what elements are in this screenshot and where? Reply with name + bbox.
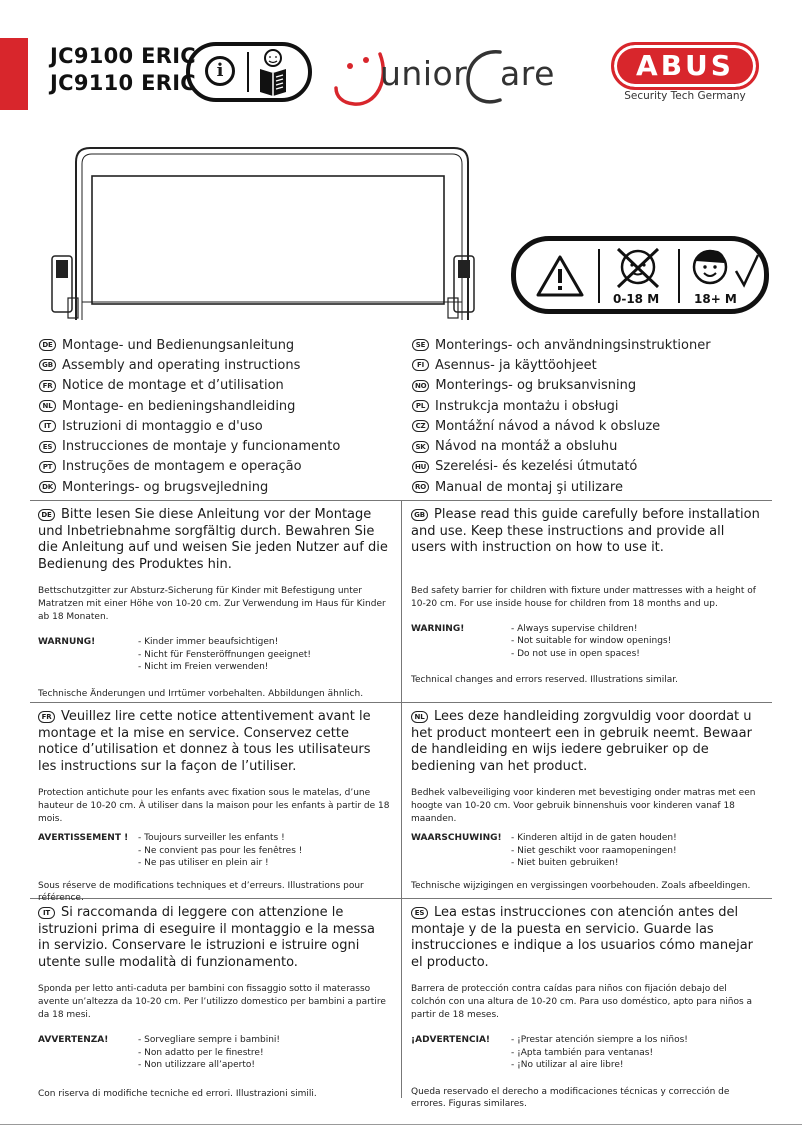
intro-text: Lea estas instrucciones con atención antes del montaje y de la puesta en servicio. Guarde las instrucciones e indique a los usuarios cómo manejar el producto. [411,905,754,970]
junior-wordmark: unior [380,54,468,93]
section-fr [38,709,390,905]
lang-badge: DE [39,339,56,351]
warning-item: - Ne convient pas pour les fenêtres ! [138,845,303,856]
list-item [412,436,711,456]
age-label-older: 18+ M [694,292,737,306]
section-intro [38,507,390,573]
warning-item: - Non utilizzare all’aperto! [138,1060,255,1070]
list-item [412,457,711,477]
warning-item: - ¡No utilizar al aire libre! [511,1060,624,1070]
disclaimer: Technische wijzigingen en vergissingen voorbehouden. Zoals afbeeldingen. [411,880,751,891]
model-numbers [50,43,196,97]
lang-badge: DK [39,481,56,493]
pill-divider [247,52,249,92]
abus-tagline: Security Tech Germany [624,90,746,102]
lang-label: Asennus- ja käyttöohjeet [435,357,597,373]
warning-label: ¡ADVERTENCIA! [411,1035,491,1045]
list-item [39,355,340,375]
warning-item: - ¡Apta también para ventanas! [511,1047,654,1058]
lang-label: Szerelési- és kezelési útmutató [435,459,638,475]
warning-block [411,832,763,870]
age-label-young: 0-18 M [613,292,660,306]
section-nl [411,709,763,892]
section-intro [38,709,390,775]
model-jc9100: JC9100 ERIC [50,44,197,68]
disclaimer: Sous réserve de modifications techniques et d’erreurs. Illustrations pour référence. [38,880,364,903]
warning-item: - Ne pas utiliser en plein air ! [138,858,269,868]
warning-block [38,832,390,870]
section-it [38,905,390,1100]
warning-item: - Niet buiten gebruiken! [511,858,619,868]
lang-badge: PL [412,400,429,412]
list-item [412,477,711,497]
lang-badge: NL [411,711,428,723]
lang-label: Instrucciones de montaje y funcionamento [62,439,341,455]
lang-label: Montážní návod a návod k obsluze [435,418,661,434]
page-bottom-rule [0,1124,802,1125]
product-description: Protection antichute pour les enfants avec fixation sous le matelas, d’une hauteur de 10-20 cm. À utiliser dans la maison pour les enfants à partir de 18 mois. [38,788,390,824]
red-edge-tab [0,38,28,110]
intro-text: Please read this guide carefully before installation and use. Keep these instructions and provide all users with instruction on how to use it. [411,507,760,555]
lang-badge: GB [411,509,428,521]
product-description: Bettschutzgitter zur Absturz-Sicherung für Kinder mit Befestigung unter Matratzen mit einer Höhe von 10-20 cm. Zur Verwendung im Haus für Kinder ab 18 Monaten. [38,586,386,622]
lang-badge: CZ [412,420,429,432]
intro-text: Lees deze handleiding zorgvuldig voor doordat u het product monteert een in gebruik neemt. Bewaar de handleiding en wijs iedere gebruiker op de bediening van het product. [411,709,752,774]
lang-badge: SE [412,339,429,351]
intro-text: Bitte lesen Sie diese Anleitung vor der Montage und Inbetriebnahme sorgfältig durch. Bewahren Sie die Anleitung auf und weisen Sie jeden Nutzer auf die Bedienung des Produktes hin. [38,507,388,572]
reading-person-icon [254,47,298,97]
intro-text: Veuillez lire cette notice attentivement avant le montage et la mise en service. Conservez cette notice d’utilisation et donnez à tous les utilisateurs les instructions sur la façon de l’utiliser. [38,709,371,774]
lang-badge: NO [412,380,429,392]
section-es [411,905,763,1111]
lang-badge: ES [411,907,428,919]
warning-block [38,1034,390,1072]
junior-care-logo [330,40,580,110]
warning-list [138,1034,280,1072]
column-divider [401,500,402,1098]
section-intro [411,507,763,557]
warning-item: - Nicht für Fensteröffnungen geeignet! [138,649,312,660]
list-item [412,335,711,355]
product-description: Bed safety barrier for children with fixture under mattresses with a height of 10-20 cm. For use inside house for children from 18 months and up. [411,585,756,609]
warning-list [138,832,302,870]
lang-label: Montage- und Bedienungsanleitung [62,337,295,353]
warning-item: - Always supervise children! [511,623,638,634]
list-item [39,477,340,497]
bed-barrier-illustration [46,142,486,322]
warning-list [511,623,671,661]
product-description: Bedhek valbeveiliging voor kinderen met bevestiging onder matras met een hoogte van 10-20 cm. Voor gebruik binnenshuis voor kinderen vanaf 18 maanden. [411,788,756,824]
warning-label: AVVERTENZA! [38,1035,109,1045]
lang-label: Monterings- og brugsvejledning [62,479,269,495]
lang-label: Istruzioni di montaggio e d'uso [62,418,263,434]
lang-label: Monterings- og bruksanvisning [435,378,637,394]
abus-logo: ABUS [611,42,759,90]
section-de [38,507,390,700]
list-item [412,376,711,396]
pictogram-divider [678,249,680,303]
baby-crossed-out-icon [608,243,668,291]
warning-triangle-icon [530,247,590,307]
language-list-right [412,335,711,497]
list-item [39,416,340,436]
lang-badge: GB [39,359,56,371]
info-icon: i [205,56,235,86]
warning-item: - Nicht im Freien verwenden! [138,662,269,672]
warning-item: - Do not use in open spaces! [511,648,640,659]
warning-label: WARNUNG! [38,637,96,647]
list-item [412,416,711,436]
section-gb [411,507,763,687]
intro-text: Si raccomanda di leggere con attenzione le istruzioni prima di eseguire il montaggio e la messa in servizio. Conservare le istruzioni e istruire ogni utente sulle modalità di funzionamento. [38,905,375,970]
lang-badge: FR [39,380,56,392]
warning-item: - Kinder immer beaufsichtigen! [138,637,279,647]
language-list-left [39,335,340,497]
warning-block [411,1034,763,1072]
lang-label: Manual de montaj şi utilizare [435,479,623,495]
warning-list [511,1034,688,1072]
lang-label: Assembly and operating instructions [62,357,301,373]
warning-block [411,623,763,661]
lang-badge: FI [412,359,429,371]
lang-badge: SK [412,441,429,453]
disclaimer: Technische Änderungen und Irrtümer vorbehalten. Abbildungen ähnlich. [38,688,364,699]
lang-label: Instrukcja montażu i obsługi [435,398,619,414]
disclaimer: Queda reservado el derecho a modificaciones técnicas y corrección de errores. Figuras similares. [411,1086,730,1109]
warning-item: - Sorvegliare sempre i bambini! [138,1035,281,1045]
warning-block [38,636,390,674]
toddler-approved-icon [684,243,764,293]
product-description: Sponda per letto anti-caduta per bambini con fissaggio sotto il materasso avente un’altezza da 10-20 cm. Per l’utilizzo domestico per bambini a partire da 18 mesi. [38,984,386,1020]
warning-label: AVERTISSEMENT ! [38,833,129,843]
care-wordmark: are [500,54,555,93]
lang-label: Návod na montáž a obsluhu [435,439,618,455]
warning-label: WAARSCHUWING! [411,833,502,843]
warning-item: - Non adatto per le finestre! [138,1047,264,1058]
warning-list [511,832,677,870]
warning-list [138,636,311,674]
lang-badge: IT [39,420,56,432]
list-item [39,436,340,456]
warning-label: WARNING! [411,623,465,634]
product-description: Barrera de protección contra caídas para niños con fijación debajo del colchón con una altura de 10-20 cm. Para uso doméstico, apto para niños a partir de 18 meses. [411,984,753,1020]
disclaimer: Con riserva di modifiche tecniche ed errori. Illustrazioni simili. [38,1088,317,1099]
model-jc9110: JC9110 ERIC [50,71,197,95]
lang-badge: HU [412,461,429,473]
warning-item: - ¡Prestar atención siempre a los niños! [511,1035,688,1045]
lang-label: Instruções de montagem e operação [62,459,302,475]
list-item [39,396,340,416]
disclaimer: Technical changes and errors reserved. Illustrations similar. [411,675,679,685]
section-intro [38,905,390,971]
lang-badge: FR [38,711,55,723]
pictogram-divider [598,249,600,303]
lang-label: Notice de montage et d’utilisation [62,378,284,394]
list-item [412,355,711,375]
lang-badge: ES [39,441,56,453]
lang-badge: PT [39,461,56,473]
warning-item: - Kinderen altijd in de gaten houden! [511,833,677,843]
list-item [39,335,340,355]
lang-label: Montage- en bedieningshandleiding [62,398,296,414]
section-intro [411,709,763,775]
lang-badge: NL [39,400,56,412]
lang-badge: DE [38,509,55,521]
age-restriction-pictogram [511,236,769,314]
lang-label: Monterings- och användningsinstruktioner [435,337,711,353]
warning-item: - Niet geschikt voor raamopeningen! [511,845,677,856]
list-item [39,457,340,477]
junior-care-c-swoosh-icon [460,40,504,110]
warning-item: - Toujours surveiller les enfants ! [138,833,285,843]
warning-item: - Not suitable for window openings! [511,636,672,646]
read-manual-pill [186,42,312,102]
lang-badge: IT [38,907,55,919]
section-intro [411,905,763,971]
lang-badge: RO [412,481,429,493]
list-item [412,396,711,416]
list-item [39,376,340,396]
